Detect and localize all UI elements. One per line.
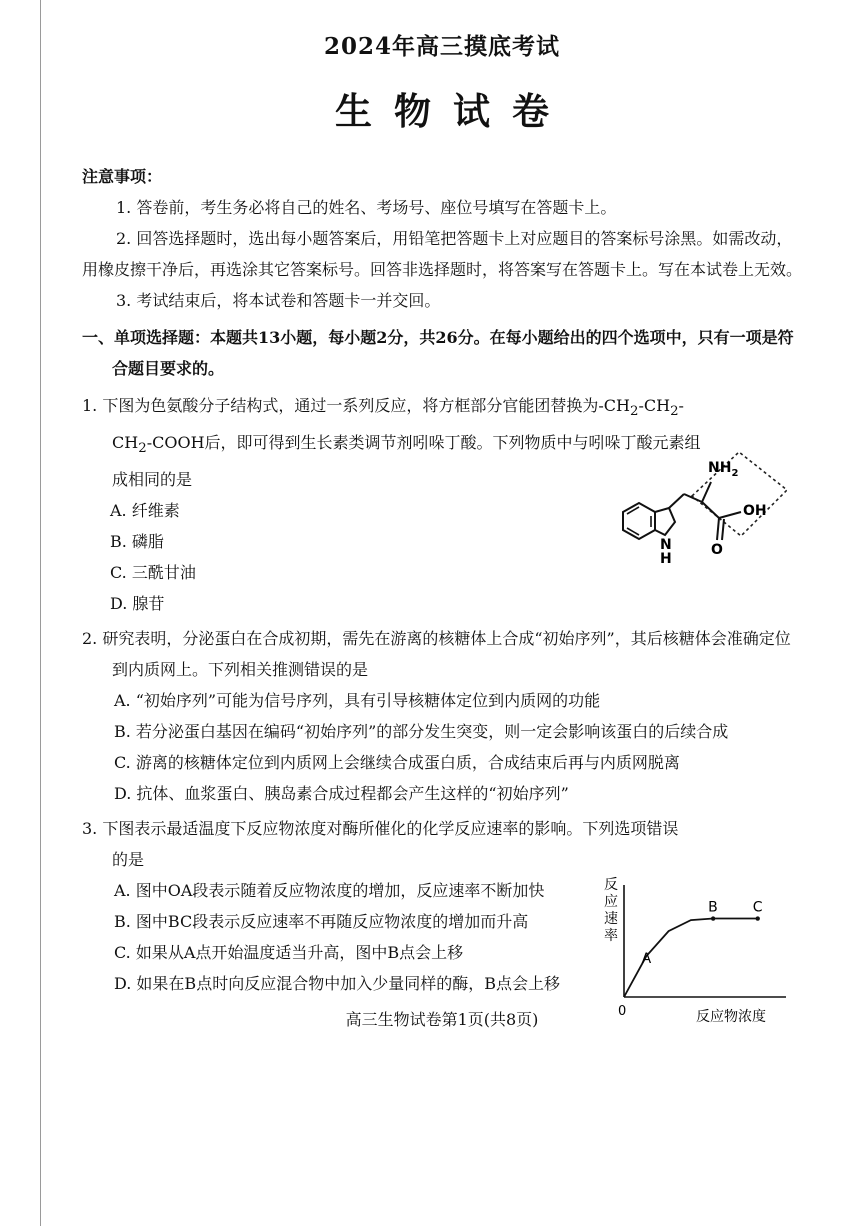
nh2-label: $NH_2$ [708,460,739,479]
reaction-rate-chart [600,875,790,1035]
binding-margin-line [40,0,41,1226]
notice-item-2: 2. 回答选择题时，选出每小题答案后，用铅笔把答题卡上对应题目的答案标号涂黑。如需改动，用橡皮擦干净后，再选涂其它答案标号。回答非选择题时，将答案写在答题卡上。写在本试卷上无效。 [82,229,803,279]
q1-option-b: B. 磷脂 [110,532,164,552]
q3-option-c: C. 如果从A点开始温度适当升高，图中B点会上移 [114,943,464,963]
exam-title: 2024年高三摸底考试 [323,33,560,60]
q2-option-b: B. 若分泌蛋白基因在编码“初始序列”的部分发生突变，则一定会影响该蛋白的后续合成 [114,722,729,742]
q3-stem: 3. 下图表示最适温度下反应物浓度对酶所催化的化学反应速率的影响。下列选项错误 的是 [82,819,679,870]
notice-item-1: 1. 答卷前，考生务必将自己的姓名、考场号、座位号填写在答题卡上。 [116,198,617,217]
q2-option-a: A. “初始序列”可能为信号序列，具有引导核糖体定位到内质网的功能 [114,691,601,711]
point-b-label: B [708,899,718,916]
q1-stem: 1. 下图为色氨酸分子结构式，通过一系列反应，将方框部分官能团替换为$-CH_2-CH_2-$ $CH_2$-COOH后，即可得到生长素类调节剂吲哚丁酸。下列物质中与吲哚丁酸元素组 成相同的是 [82,396,701,490]
indole-h-label: H [660,551,672,567]
notice-item-3: 3. 考试结束后，将本试卷和答题卡一并交回。 [116,291,441,310]
q3-option-b: B. 图中BC段表示反应速率不再随反应物浓度的增加而升高 [114,912,529,932]
point-b-marker [711,917,715,921]
q1-option-d: D. 腺苷 [110,594,165,614]
question-1 [82,390,802,619]
point-c-marker [756,917,760,921]
q1-option-a: A. 纤维素 [110,501,180,521]
q2-option-c: C. 游离的核糖体定位到内质网上会继续合成蛋白质，合成结束后再与内质网脱离 [114,753,680,773]
section1-heading: 一、单项选择题：本题共13小题，每小题2分，共26分。在每小题给出的四个选项中，只有一项是符合题目要求的。 [82,328,794,378]
x-axis-label: 反应物浓度 [696,1009,766,1026]
y-axis-label: 反应速率 [604,877,618,945]
question-2 [82,623,802,809]
q3-option-d: D. 如果在B点时向反应混合物中加入少量同样的酶，B点会上移 [114,974,560,994]
subject-title: 生物试卷 [335,89,571,133]
indole-n-label: N [660,537,672,553]
q3-options [82,875,582,999]
pyrrole-ring [655,508,675,535]
oh-label: OH [743,503,767,519]
point-c-label: C [752,899,763,916]
q1-option-c: C. 三酰甘油 [110,563,196,583]
q2-option-d: D. 抗体、血浆蛋白、胰岛素合成过程都会产生这样的“初始序列” [114,784,569,804]
q3-option-a: A. 图中OA段表示随着反应物浓度的增加，反应速率不断加快 [114,881,545,901]
point-a-label: A [641,951,652,968]
origin-label: 0 [618,1004,627,1020]
notice-heading: 注意事项： [82,167,163,186]
exam-page [82,28,802,1046]
carbonyl-o-label: O [711,542,723,558]
q2-stem: 2. 研究表明，分泌蛋白在合成初期，需先在游离的核糖体上合成“初始序列”，其后核糖体会准确定位到内质网上。下列相关推测错误的是 [82,629,791,680]
page-footer: 高三生物试卷第1页(共8页) [345,1010,539,1030]
tryptophan-structure-figure [607,442,787,587]
